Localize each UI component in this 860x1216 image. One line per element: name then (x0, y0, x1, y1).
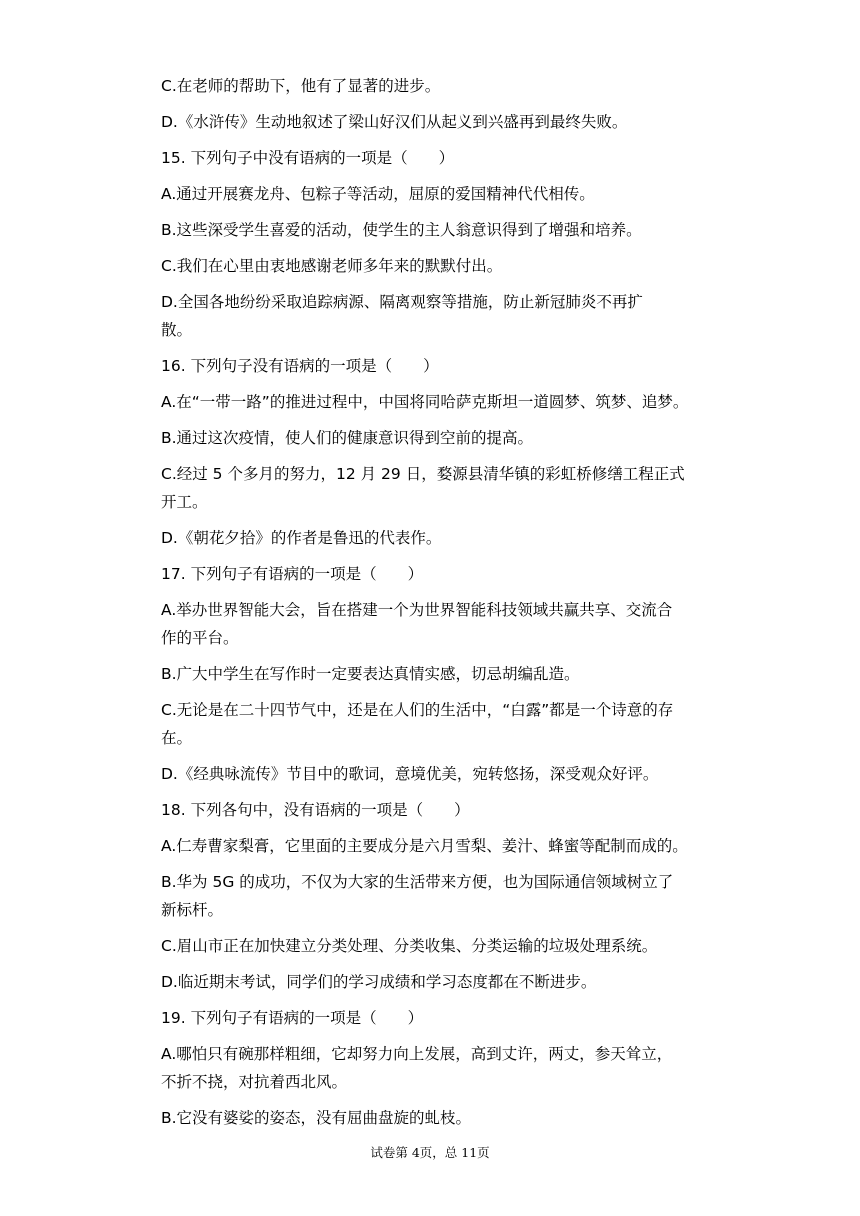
option-line-continued: 不折不挠，对抗着西北风。 (161, 1073, 348, 1091)
question-stem: 18. 下列各句中，没有语病的一项是（ ） (161, 801, 470, 819)
option-line: C.眉山市正在加快建立分类处理、分类收集、分类运输的垃圾处理系统。 (161, 937, 658, 955)
question-stem: 19. 下列句子有语病的一项是（ ） (161, 1009, 424, 1027)
option-line: C.我们在心里由衷地感谢老师多年来的默默付出。 (161, 257, 503, 275)
option-line-continued: 散。 (161, 321, 193, 339)
question-stem: 17. 下列句子有语病的一项是（ ） (161, 565, 424, 583)
option-line: B.广大中学生在写作时一定要表达真情实感，切忌胡编乱造。 (161, 665, 580, 683)
option-line: B.这些深受学生喜爱的活动，使学生的主人翁意识得到了增强和培养。 (161, 221, 642, 239)
option-line: D.临近期末考试，同学们的学习成绩和学习态度都在不断进步。 (161, 973, 597, 991)
option-line: D.《经典咏流传》节目中的歌词，意境优美，宛转悠扬，深受观众好评。 (161, 765, 659, 783)
page-footer: 试卷第 4页，总 11页 (370, 1145, 490, 1160)
option-line: D.《朝花夕拾》的作者是鲁迅的代表作。 (161, 529, 442, 547)
option-line: D.全国各地纷纷采取追踪病源、隔离观察等措施，防止新冠肺炎不再扩 (161, 293, 643, 311)
question-stem: 16. 下列句子没有语病的一项是（ ） (161, 357, 439, 375)
option-line: A.通过开展赛龙舟、包粽子等活动，屈原的爱国精神代代相传。 (161, 185, 595, 203)
option-line: B.它没有婆娑的姿态，没有屈曲盘旋的虬枝。 (161, 1109, 472, 1127)
option-line: B.华为 5G 的成功，不仅为大家的生活带来方便，也为国际通信领域树立了 (161, 873, 674, 891)
option-line: C.无论是在二十四节气中，还是在人们的生活中，“白露”都是一个诗意的存 (161, 701, 674, 719)
option-line: A.举办世界智能大会，旨在搭建一个为世界智能科技领域共赢共享、交流合 (161, 601, 673, 619)
option-line: A.哪怕只有碗那样粗细，它却努力向上发展，高到丈许，两丈，参天耸立， (161, 1045, 673, 1063)
option-line-continued: 在。 (161, 729, 193, 747)
option-line-continued: 作的平台。 (161, 629, 239, 647)
option-line: A.在“一带一路”的推进过程中，中国将同哈萨克斯坦一道圆梦、筑梦、追梦。 (161, 393, 689, 411)
question-stem: 15. 下列句子中没有语病的一项是（ ） (161, 149, 455, 167)
option-line: A.仁寿曹家梨膏，它里面的主要成分是六月雪梨、姜汁、蜂蜜等配制而成的。 (161, 837, 688, 855)
question-content (161, 72, 741, 1132)
option-line: B.通过这次疫情，使人们的健康意识得到空前的提高。 (161, 429, 534, 447)
option-line: C.在老师的帮助下，他有了显著的进步。 (161, 77, 441, 95)
option-line-continued: 开工。 (161, 493, 208, 511)
option-line: C.经过 5 个多月的努力，12 月 29 日，婺源县清华镇的彩虹桥修缮工程正式 (161, 465, 685, 483)
option-line: D.《水浒传》生动地叙述了梁山好汉们从起义到兴盛再到最终失败。 (161, 113, 628, 131)
option-line-continued: 新标杆。 (161, 901, 224, 919)
